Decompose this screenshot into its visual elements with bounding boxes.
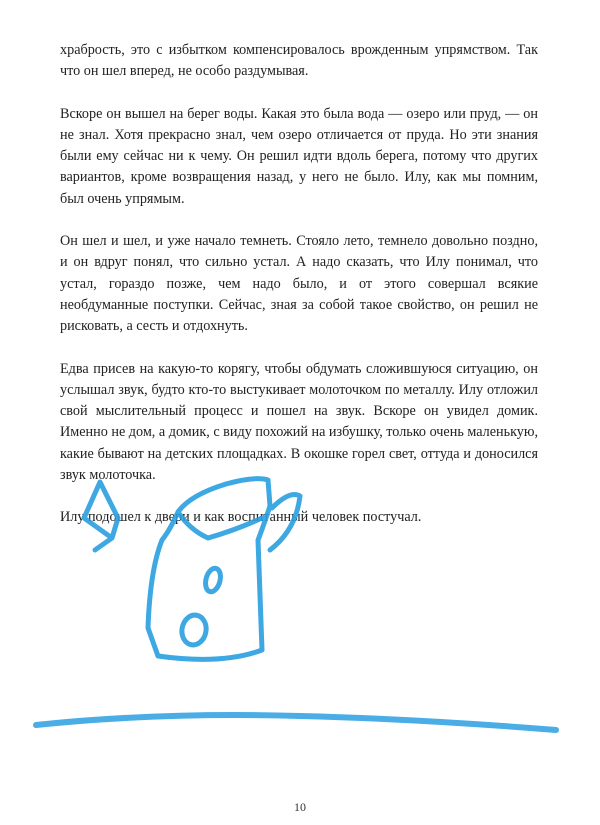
paragraph: Вскоре он вышел на берег воды. Какая это была вода — озеро или пруд, — он не знал. Хотя прекрасно знал, чем озеро отличается от пруда. Но эти знания были ему сейчас ни к чему. Он решил идти вдоль берега, потому что других вариантов, кроме возвращения назад, у него не было. Илу, как мы помним, был очень упрямым. xyxy=(60,105,538,207)
window-bottom xyxy=(180,613,209,647)
page-number: 10 xyxy=(294,800,306,814)
ground-line xyxy=(36,715,556,730)
paragraph: Едва присев на какую-то корягу, чтобы обдумать сложившуюся ситуацию, он услышал звук, будто кто-то выстукивает молоточком по металлу. Илу отложил свой мыслительный процесс и пошел на звук. Вскоре он увидел домик. Именно не дом, а домик, с виду похожий на избушку, только очень маленькую, какие бывают на детских площадках. В окошке горел свет, оттуда и доносился звук молоточка. xyxy=(60,360,539,484)
house-handle xyxy=(270,495,300,551)
house-edge xyxy=(178,512,262,538)
window-top xyxy=(203,567,223,594)
paragraph: Он шел и шел, и уже начало темнеть. Стояло лето, темнело довольно поздно, и он вдруг понял, что сильно устал. А надо сказать, что Илу понимал, что устал, гораздо позже, чем надо было, и от этого совершал всякие необдуманные поступки. Сейчас, зная за собой такое свойство, он решил не рисковать, а сесть и отдохнуть. xyxy=(60,233,538,335)
crayon-house-illustration xyxy=(0,460,600,760)
paragraph: храбрость, это с избытком компенсировалось врожденным упрямством. Так что он шел вперед, не особо раздумывая. xyxy=(60,42,538,80)
roof-fragment xyxy=(84,482,118,550)
paragraph: Илу подошел к двери и как воспитанный человек постучал. xyxy=(60,509,422,526)
